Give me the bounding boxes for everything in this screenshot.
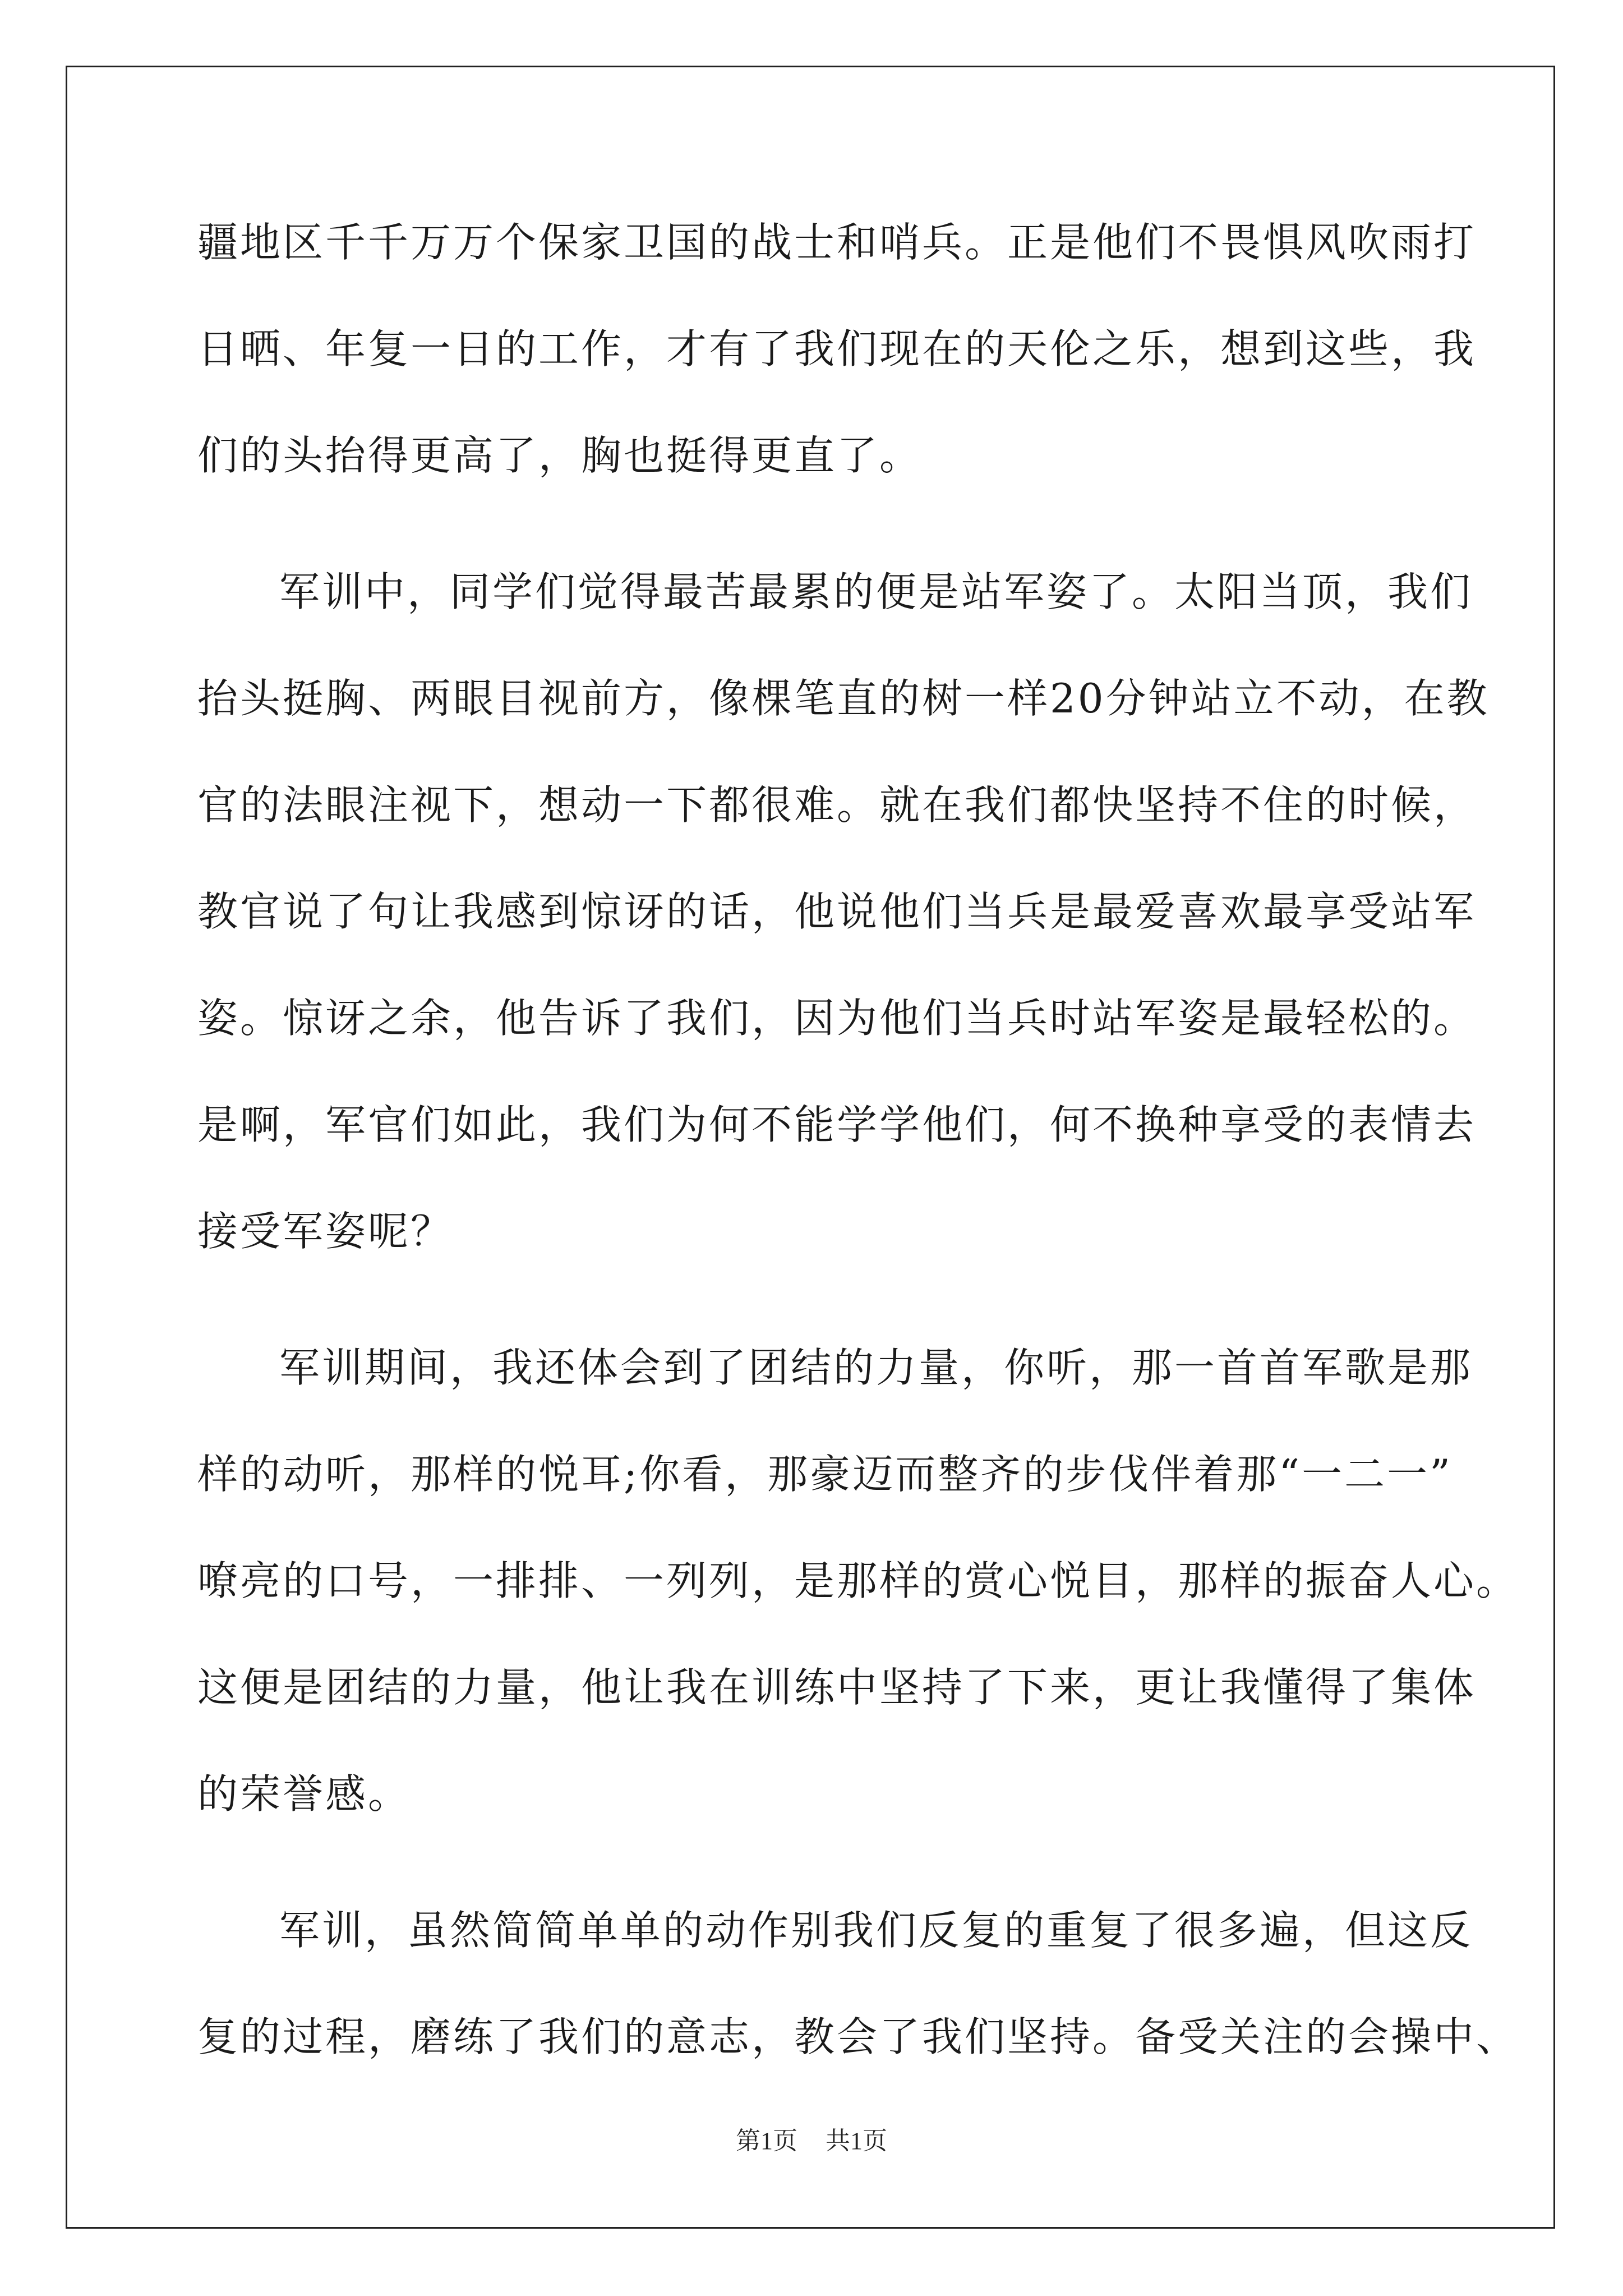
paragraph-start-line: 军训，虽然简简单单的动作别我们反复的重复了很多遍，但这反 — [279, 1907, 1473, 1954]
page-footer — [0, 2120, 1623, 2156]
text-line: 们的头抬得更高了，胸也挺得更直了。 — [197, 432, 923, 479]
text-line: 的荣誉感。 — [197, 1770, 411, 1818]
text-line: 样的动听，那样的悦耳;你看，那豪迈而整齐的步伐伴着那“一二一” — [197, 1451, 1453, 1498]
paragraph-start-line: 军训中，同学们觉得最苦最累的便是站军姿了。太阳当顶，我们 — [279, 568, 1473, 615]
text-line: 抬头挺胸、两眼目视前方，像棵笔直的树一样20分钟站立不动，在教 — [197, 675, 1490, 722]
text-line: 接受军姿呢？ — [197, 1208, 454, 1255]
text-line: 教官说了句让我感到惊讶的话，他说他们当兵是最爱喜欢最享受站军 — [197, 888, 1477, 935]
text-line: 这便是团结的力量，他让我在训练中坚持了下来，更让我懂得了集体 — [197, 1664, 1477, 1711]
text-line: 嘹亮的口号，一排排、一列列，是那样的赏心悦目，那样的振奋人心。 — [197, 1557, 1519, 1604]
page-total: 共1页 — [826, 2127, 887, 2155]
text-line: 日晒、年复一日的工作，才有了我们现在的天伦之乐，想到这些，我 — [197, 325, 1477, 372]
text-line: 疆地区千千万万个保家卫国的战士和哨兵。正是他们不畏惧风吹雨打 — [197, 219, 1477, 266]
document-body — [197, 209, 1519, 2110]
paragraph-start-line: 军训期间，我还体会到了团结的力量，你听，那一首首军歌是那 — [279, 1344, 1473, 1391]
page-number: 第1页 — [736, 2127, 797, 2155]
text-line: 复的过程，磨练了我们的意志，教会了我们坚持。备受关注的会操中、 — [197, 2013, 1519, 2060]
text-line: 姿。惊讶之余，他告诉了我们，因为他们当兵时站军姿是最轻松的。 — [197, 995, 1477, 1042]
text-line: 官的法眼注视下，想动一下都很难。就在我们都快坚持不住的时候， — [197, 781, 1477, 829]
text-line: 是啊，军官们如此，我们为何不能学学他们，何不换种享受的表情去 — [197, 1101, 1477, 1148]
